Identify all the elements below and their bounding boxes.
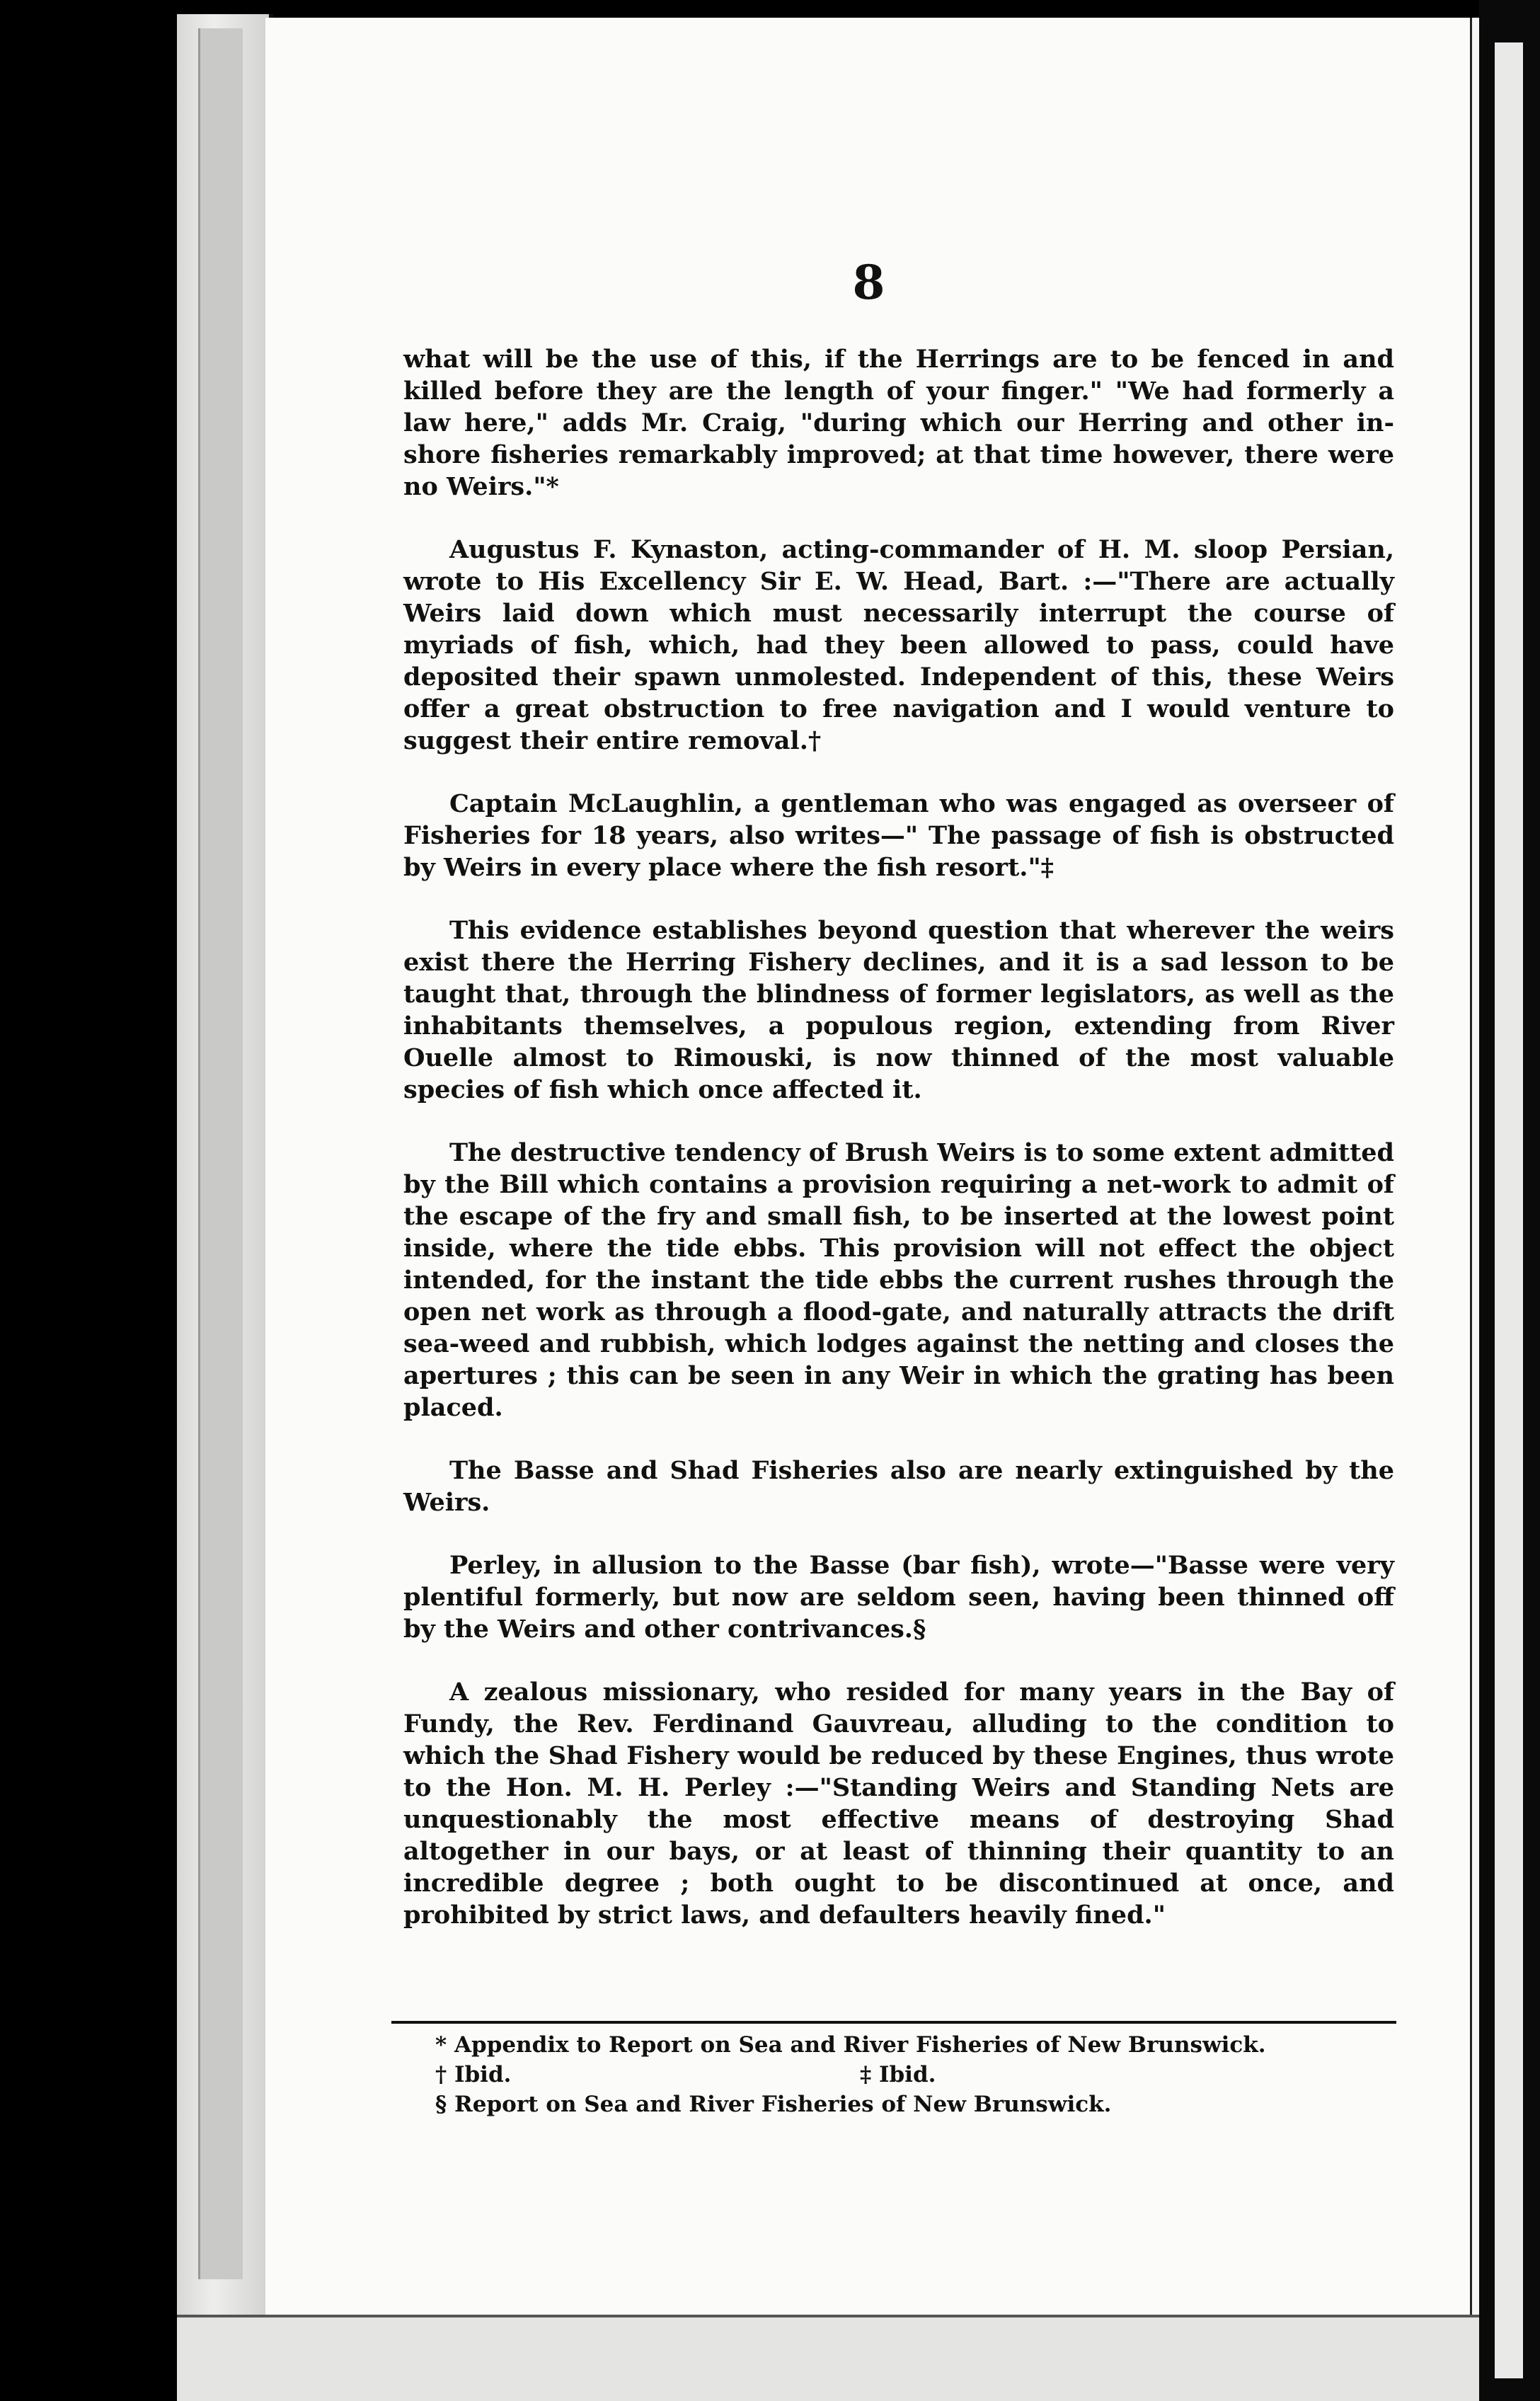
footnote-double-dagger: ‡ Ibid. (860, 2062, 936, 2087)
body-text (403, 258, 1394, 1962)
scan-left-border (0, 0, 177, 2401)
footnote-dagger: † Ibid. (435, 2062, 512, 2087)
paragraph-kynaston: Augustus F. Kynaston, acting-commander of H. M. sloop Persian, wrote to His Excellency Sir E. W. Head, Bart. :—"There are actually Weirs laid down which must necessarily interrupt the course of myriads of fish, which, had they been allowed to pass, could have deposited their spawn unmolested. Independent of this, these Weirs offer a great obstruction to free navigation and I would venture to suggest their entire removal.† (403, 535, 1394, 755)
footnote-section: § Report on Sea and River Fisheries of New Brunswick. (435, 2092, 1112, 2117)
paragraph-perley: Perley, in allusion to the Basse (bar fish), wrote—"Basse were very plentiful formerly, but now are seldom seen, having been thinned off by the Weirs and other contrivances.§ (403, 1551, 1394, 1644)
page-sheet (265, 18, 1472, 2315)
footnote-ibid-row (435, 2060, 1143, 2090)
paragraph-evidence: This evidence establishes beyond question that wherever the weirs exist there the Herring Fishery declines, and it is a sad lesson to be taught that, through the blindness of former legislators, as well as the inhabitants themselves, a populous region, extending from River Ouelle almost to Rimouski, is now thinned of the most valuable species of fish which once affected it. (403, 916, 1394, 1104)
facing-page-edge (1495, 42, 1523, 2378)
paragraph-basse-shad: The Basse and Shad Fisheries also are nearly extinguished by the Weirs. (403, 1456, 1394, 1517)
paragraph-mclaughlin: Captain McLaughlin, a gentleman who was engaged as overseer of Fisheries for 18 years, also writes—" The passage of fish is obstructed by Weirs in every place where the fish resort."‡ (403, 789, 1394, 882)
book-binding-inner (198, 28, 243, 2279)
paragraph-gauvreau: A zealous missionary, who resided for many years in the Bay of Fundy, the Rev. Ferdinand Gauvreau, alluding to the condition to which the Shad Fishery would be reduced by these Engines, thus wrote to the Hon. M. H. Perley :—"Standing Weirs and Standing Nets are unquestionably the most effective means of destroying Shad altogether in our bays, or at least of thinning their quantity to an incredible degree ; both ought to be discontinued at once, and prohibited by strict laws, and defaulters heavily fined." (403, 1678, 1394, 1930)
scan-bottom-margin (177, 2315, 1479, 2401)
paragraph-brush-weirs: The destructive tendency of Brush Weirs is to some extent admitted by the Bill which contains a provision requiring a net-work to admit of the escape of the fry and small fish, to be inserted at the lowest point inside, where the tide ebbs. This provision will not effect the object intended, for the instant the tide ebbs the current rushes through the open net work as through a flood-gate, and naturally attracts the drift sea-weed and rubbish, which lodges against the netting and closes the apertures ; this can be seen in any Weir in which the grating has been placed. (403, 1138, 1394, 1422)
footnote-divider (391, 2021, 1396, 2024)
page-number: 8 (852, 255, 885, 310)
paragraph-craig-quote: what will be the use of this, if the Herrings are to be fenced in and killed before they are the length of your finger." "We had formerly a law here," adds Mr. Craig, "during which our Herring and other in-shore fisheries remarkably improved; at that time however, there were no Weirs."* (403, 345, 1394, 501)
footnote-star: * Appendix to Report on Sea and River Fisheries of New Brunswick. (435, 2032, 1266, 2058)
footnotes (435, 2030, 1355, 2119)
